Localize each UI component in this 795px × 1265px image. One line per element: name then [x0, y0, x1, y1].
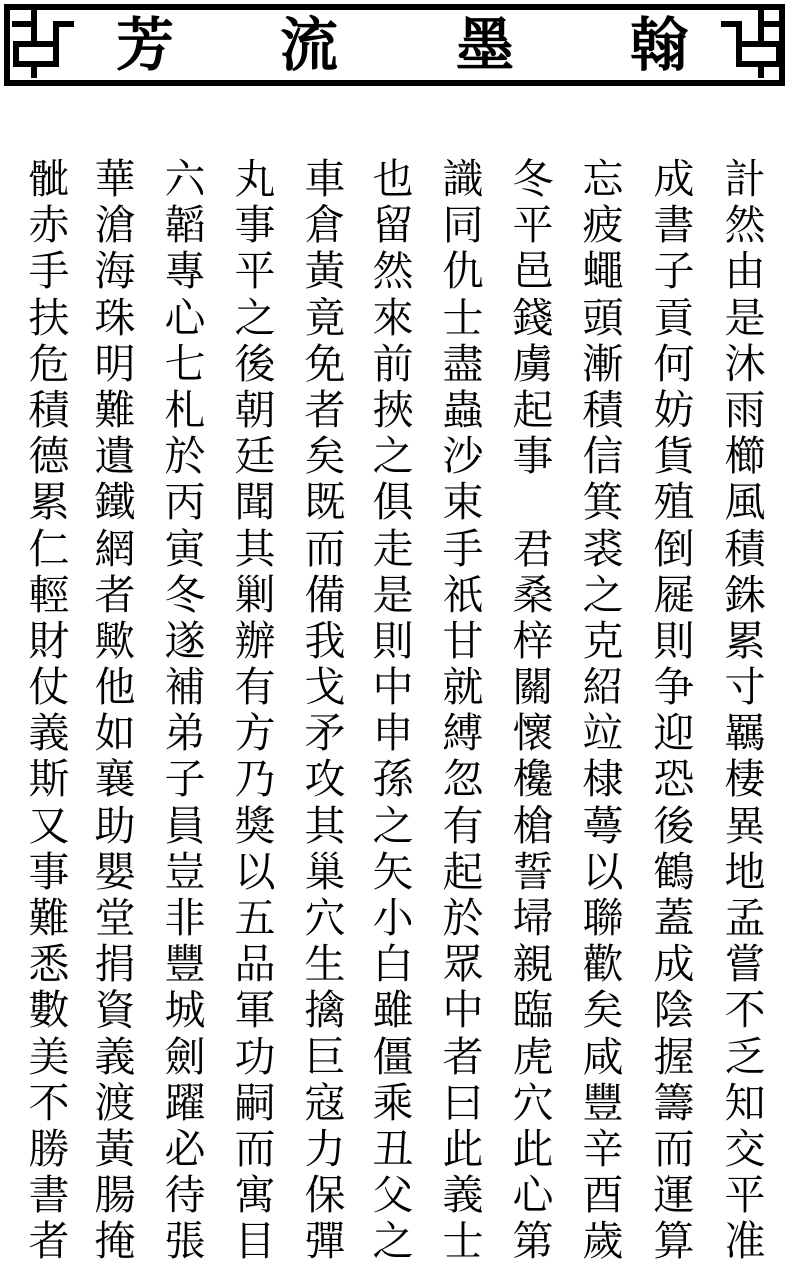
glyph: 就 — [442, 663, 484, 712]
glyph: 棲 — [724, 755, 766, 804]
glyph: 成 — [653, 940, 695, 989]
glyph: 專 — [164, 247, 206, 296]
glyph: 子 — [653, 247, 695, 296]
glyph: 平 — [234, 247, 276, 296]
glyph: 聯 — [582, 894, 624, 942]
text-column-8 — [228, 156, 282, 1265]
glyph: 而 — [653, 1124, 695, 1173]
glyph: 酉 — [582, 1171, 624, 1220]
glyph: 迎 — [653, 709, 695, 758]
text-column-9 — [158, 156, 212, 1265]
glyph: 中 — [372, 663, 414, 712]
glyph: 擒 — [304, 986, 346, 1035]
glyph: 明 — [94, 339, 136, 388]
glyph: 鐵 — [94, 478, 136, 527]
glyph: 第 — [512, 1217, 554, 1265]
title-char-3: 墨 — [455, 11, 514, 79]
glyph: 又 — [28, 801, 70, 850]
glyph: 前 — [372, 339, 414, 388]
glyph: 貨 — [653, 432, 695, 481]
glyph: 渡 — [94, 1078, 136, 1127]
glyph: 之 — [372, 432, 414, 481]
glyph: 平 — [724, 1171, 766, 1220]
glyph: 冬 — [164, 570, 206, 619]
glyph: 懷 — [512, 709, 554, 758]
fret-ornament-left-icon — [12, 10, 74, 78]
glyph: 之 — [372, 801, 414, 850]
glyph: 籌 — [653, 1078, 695, 1127]
glyph: 梓 — [512, 616, 554, 665]
glyph: 事 — [28, 847, 70, 896]
glyph: 嘗 — [724, 940, 766, 989]
glyph: 資 — [94, 986, 136, 1035]
glyph: 倒 — [653, 524, 695, 573]
glyph — [506, 479, 560, 525]
glyph: 也 — [372, 155, 414, 203]
glyph: 以 — [234, 847, 276, 896]
glyph: 俱 — [372, 478, 414, 527]
glyph: 穴 — [304, 894, 346, 942]
text-column-6 — [366, 156, 420, 1265]
glyph: 必 — [164, 1124, 206, 1173]
glyph: 難 — [94, 385, 136, 434]
glyph: 乘 — [372, 1078, 414, 1127]
glyph: 六 — [164, 155, 206, 203]
glyph: 如 — [94, 709, 136, 758]
glyph: 嬰 — [94, 847, 136, 896]
title-char-1: 芳 — [115, 11, 174, 79]
glyph: 甘 — [442, 616, 484, 665]
glyph: 不 — [28, 1078, 70, 1127]
glyph: 張 — [164, 1217, 206, 1265]
glyph: 後 — [234, 339, 276, 388]
glyph: 於 — [164, 432, 206, 481]
glyph: 危 — [28, 339, 70, 388]
glyph: 何 — [653, 339, 695, 388]
glyph: 雨 — [724, 385, 766, 434]
fret-ornament-right-icon — [721, 10, 783, 78]
glyph: 獎 — [234, 801, 276, 850]
glyph: 頭 — [582, 293, 624, 342]
glyph: 算 — [653, 1217, 695, 1265]
glyph: 者 — [442, 1032, 484, 1081]
glyph: 待 — [164, 1171, 206, 1220]
glyph: 書 — [28, 1171, 70, 1220]
glyph: 箕 — [582, 478, 624, 527]
glyph: 則 — [372, 616, 414, 665]
glyph: 巢 — [304, 847, 346, 896]
glyph: 補 — [164, 663, 206, 712]
text-column-5 — [436, 156, 490, 1265]
glyph: 握 — [653, 1032, 695, 1081]
glyph: 争 — [653, 663, 695, 712]
glyph: 錢 — [512, 293, 554, 342]
glyph: 積 — [28, 385, 70, 434]
glyph: 此 — [442, 1124, 484, 1173]
glyph: 成 — [653, 155, 695, 203]
glyph: 埽 — [512, 894, 554, 942]
glyph: 者 — [94, 570, 136, 619]
glyph: 心 — [512, 1171, 554, 1220]
glyph: 士 — [442, 293, 484, 342]
glyph: 寓 — [234, 1171, 276, 1220]
title-banner — [0, 0, 795, 94]
glyph: 彈 — [304, 1217, 346, 1265]
glyph: 其 — [234, 524, 276, 573]
glyph: 運 — [653, 1171, 695, 1220]
glyph: 非 — [164, 894, 206, 942]
glyph: 扶 — [28, 293, 70, 342]
glyph: 財 — [28, 616, 70, 665]
glyph: 然 — [372, 247, 414, 296]
glyph: 仇 — [442, 247, 484, 296]
glyph: 交 — [724, 1124, 766, 1173]
glyph: 之 — [582, 570, 624, 619]
glyph: 生 — [304, 940, 346, 989]
glyph: 者 — [28, 1217, 70, 1265]
glyph: 則 — [653, 616, 695, 665]
glyph: 歟 — [94, 616, 136, 665]
glyph: 而 — [234, 1124, 276, 1173]
glyph: 乃 — [234, 755, 276, 804]
glyph: 沙 — [442, 432, 484, 481]
glyph: 難 — [28, 894, 70, 942]
glyph: 手 — [28, 247, 70, 296]
glyph: 軍 — [234, 986, 276, 1035]
glyph: 劍 — [164, 1032, 206, 1081]
glyph: 竝 — [582, 709, 624, 758]
glyph: 書 — [653, 201, 695, 250]
glyph: 沐 — [724, 339, 766, 388]
glyph: 辛 — [582, 1124, 624, 1173]
glyph: 寅 — [164, 524, 206, 573]
text-column-3 — [576, 156, 630, 1265]
glyph: 克 — [582, 616, 624, 665]
glyph: 忽 — [442, 755, 484, 804]
glyph: 中 — [442, 986, 484, 1035]
glyph: 辦 — [234, 616, 276, 665]
glyph: 乏 — [724, 1032, 766, 1081]
glyph: 美 — [28, 1032, 70, 1081]
glyph: 城 — [164, 986, 206, 1035]
glyph: 平 — [512, 201, 554, 250]
glyph: 是 — [724, 293, 766, 342]
glyph: 孫 — [372, 755, 414, 804]
glyph: 妨 — [653, 385, 695, 434]
glyph: 准 — [724, 1217, 766, 1265]
glyph: 者 — [304, 385, 346, 434]
glyph: 義 — [94, 1032, 136, 1081]
glyph: 僵 — [372, 1032, 414, 1081]
glyph: 矣 — [582, 986, 624, 1035]
glyph: 鶴 — [653, 847, 695, 896]
glyph: 豐 — [164, 940, 206, 989]
glyph: 聞 — [234, 478, 276, 527]
glyph: 虜 — [512, 339, 554, 388]
glyph: 黃 — [304, 247, 346, 296]
glyph: 寸 — [724, 663, 766, 712]
glyph: 捐 — [94, 940, 136, 989]
glyph: 目 — [234, 1217, 276, 1265]
glyph: 孟 — [724, 894, 766, 942]
glyph: 矣 — [304, 432, 346, 481]
glyph: 盡 — [442, 339, 484, 388]
glyph: 槍 — [512, 801, 554, 850]
glyph: 累 — [28, 478, 70, 527]
glyph: 豈 — [164, 847, 206, 896]
glyph: 屣 — [653, 570, 695, 619]
glyph: 裘 — [582, 524, 624, 573]
glyph: 攻 — [304, 755, 346, 804]
glyph: 戈 — [304, 663, 346, 712]
glyph: 櫛 — [724, 432, 766, 481]
glyph: 仗 — [28, 663, 70, 712]
glyph: 而 — [304, 524, 346, 573]
glyph: 知 — [724, 1078, 766, 1127]
glyph: 黃 — [94, 1124, 136, 1173]
glyph: 於 — [442, 894, 484, 942]
glyph: 欃 — [512, 755, 554, 804]
glyph: 勝 — [28, 1124, 70, 1173]
text-column-10 — [88, 156, 142, 1265]
glyph: 丸 — [234, 155, 276, 203]
glyph: 竟 — [304, 293, 346, 342]
glyph: 巨 — [304, 1032, 346, 1081]
glyph: 識 — [442, 155, 484, 203]
glyph: 申 — [372, 709, 414, 758]
glyph: 滄 — [94, 201, 136, 250]
glyph: 羈 — [724, 709, 766, 758]
glyph: 倉 — [304, 201, 346, 250]
title-char-4: 翰 — [629, 11, 688, 79]
glyph: 免 — [304, 339, 346, 388]
glyph: 嗣 — [234, 1078, 276, 1127]
glyph: 曰 — [442, 1078, 484, 1127]
glyph: 父 — [372, 1171, 414, 1220]
text-column-2 — [647, 156, 701, 1265]
glyph: 關 — [512, 663, 554, 712]
glyph: 咸 — [582, 1032, 624, 1081]
glyph: 銖 — [724, 570, 766, 619]
glyph: 寇 — [304, 1078, 346, 1127]
glyph: 棣 — [582, 755, 624, 804]
glyph: 虎 — [512, 1032, 554, 1081]
text-column-7 — [298, 156, 352, 1265]
glyph: 忘 — [582, 155, 624, 203]
glyph: 信 — [582, 432, 624, 481]
glyph: 堂 — [94, 894, 136, 942]
glyph: 積 — [582, 385, 624, 434]
glyph: 廷 — [234, 432, 276, 481]
glyph: 冬 — [512, 155, 554, 203]
glyph: 員 — [164, 801, 206, 850]
glyph: 札 — [164, 385, 206, 434]
glyph: 雖 — [372, 986, 414, 1035]
glyph: 有 — [442, 801, 484, 850]
glyph: 疲 — [582, 201, 624, 250]
glyph: 華 — [94, 155, 136, 203]
glyph: 白 — [372, 940, 414, 989]
text-column-4 — [506, 156, 560, 1265]
glyph: 蟲 — [442, 385, 484, 434]
glyph: 累 — [724, 616, 766, 665]
glyph: 丑 — [372, 1124, 414, 1173]
glyph: 挾 — [372, 385, 414, 434]
glyph: 蠅 — [582, 247, 624, 296]
glyph: 數 — [28, 986, 70, 1035]
glyph: 腸 — [94, 1171, 136, 1220]
glyph: 七 — [164, 339, 206, 388]
glyph: 風 — [724, 478, 766, 527]
glyph: 襄 — [94, 755, 136, 804]
glyph: 網 — [94, 524, 136, 573]
glyph: 五 — [234, 894, 276, 942]
glyph: 遂 — [164, 616, 206, 665]
glyph: 韜 — [164, 201, 206, 250]
glyph: 遺 — [94, 432, 136, 481]
glyph: 陰 — [653, 986, 695, 1035]
glyph: 異 — [724, 801, 766, 850]
glyph: 貢 — [653, 293, 695, 342]
glyph: 斯 — [28, 755, 70, 804]
glyph: 起 — [442, 847, 484, 896]
glyph: 來 — [372, 293, 414, 342]
glyph: 以 — [582, 847, 624, 896]
glyph: 心 — [164, 293, 206, 342]
vertical-text-body — [22, 155, 782, 1265]
glyph: 事 — [512, 432, 554, 481]
glyph: 赤 — [28, 201, 70, 250]
glyph: 我 — [304, 616, 346, 665]
glyph: 既 — [304, 478, 346, 527]
glyph: 手 — [442, 524, 484, 573]
glyph: 小 — [372, 894, 414, 942]
glyph: 君 — [512, 524, 554, 573]
glyph: 悉 — [28, 940, 70, 989]
glyph: 不 — [724, 986, 766, 1035]
glyph: 朝 — [234, 385, 276, 434]
glyph: 起 — [512, 385, 554, 434]
glyph: 蕚 — [582, 801, 624, 850]
glyph: 之 — [372, 1217, 414, 1265]
glyph: 漸 — [582, 339, 624, 388]
glyph: 他 — [94, 663, 136, 712]
glyph: 掩 — [94, 1217, 136, 1265]
glyph: 然 — [724, 201, 766, 250]
text-column-1 — [718, 156, 772, 1265]
glyph: 歲 — [582, 1217, 624, 1265]
glyph: 束 — [442, 478, 484, 527]
glyph: 誓 — [512, 847, 554, 896]
glyph: 備 — [304, 570, 346, 619]
glyph: 品 — [234, 940, 276, 989]
glyph: 事 — [234, 201, 276, 250]
glyph: 方 — [234, 709, 276, 758]
glyph: 親 — [512, 940, 554, 989]
glyph: 躍 — [164, 1078, 206, 1127]
glyph: 蓋 — [653, 894, 695, 942]
glyph: 由 — [724, 247, 766, 296]
glyph: 弟 — [164, 709, 206, 758]
glyph: 祇 — [442, 570, 484, 619]
glyph: 臨 — [512, 986, 554, 1035]
glyph: 子 — [164, 755, 206, 804]
glyph: 穴 — [512, 1078, 554, 1127]
glyph: 士 — [442, 1217, 484, 1265]
glyph: 輕 — [28, 570, 70, 619]
glyph: 之 — [234, 293, 276, 342]
glyph: 此 — [512, 1124, 554, 1173]
glyph: 桑 — [512, 570, 554, 619]
glyph: 同 — [442, 201, 484, 250]
glyph: 其 — [304, 801, 346, 850]
glyph: 有 — [234, 663, 276, 712]
glyph: 豐 — [582, 1078, 624, 1127]
glyph: 後 — [653, 801, 695, 850]
glyph: 仁 — [28, 524, 70, 573]
glyph: 海 — [94, 247, 136, 296]
glyph: 縛 — [442, 709, 484, 758]
glyph: 珠 — [94, 293, 136, 342]
glyph: 走 — [372, 524, 414, 573]
glyph: 留 — [372, 201, 414, 250]
glyph: 歡 — [582, 940, 624, 989]
text-column-11 — [22, 156, 76, 1265]
glyph: 殖 — [653, 478, 695, 527]
glyph: 車 — [304, 155, 346, 203]
glyph: 助 — [94, 801, 136, 850]
glyph: 義 — [442, 1171, 484, 1220]
glyph: 紹 — [582, 663, 624, 712]
glyph: 眾 — [442, 940, 484, 989]
glyph: 計 — [724, 155, 766, 203]
glyph: 骴 — [28, 155, 70, 203]
glyph: 是 — [372, 570, 414, 619]
glyph: 義 — [28, 709, 70, 758]
glyph: 德 — [28, 432, 70, 481]
glyph: 積 — [724, 524, 766, 573]
title-char-2: 流 — [279, 11, 338, 79]
glyph: 恐 — [653, 755, 695, 804]
glyph: 矢 — [372, 847, 414, 896]
glyph: 邑 — [512, 247, 554, 296]
glyph: 剿 — [234, 570, 276, 619]
glyph: 功 — [234, 1032, 276, 1081]
glyph: 保 — [304, 1171, 346, 1220]
glyph: 丙 — [164, 478, 206, 527]
glyph: 矛 — [304, 709, 346, 758]
glyph: 地 — [724, 847, 766, 896]
glyph: 力 — [304, 1124, 346, 1173]
